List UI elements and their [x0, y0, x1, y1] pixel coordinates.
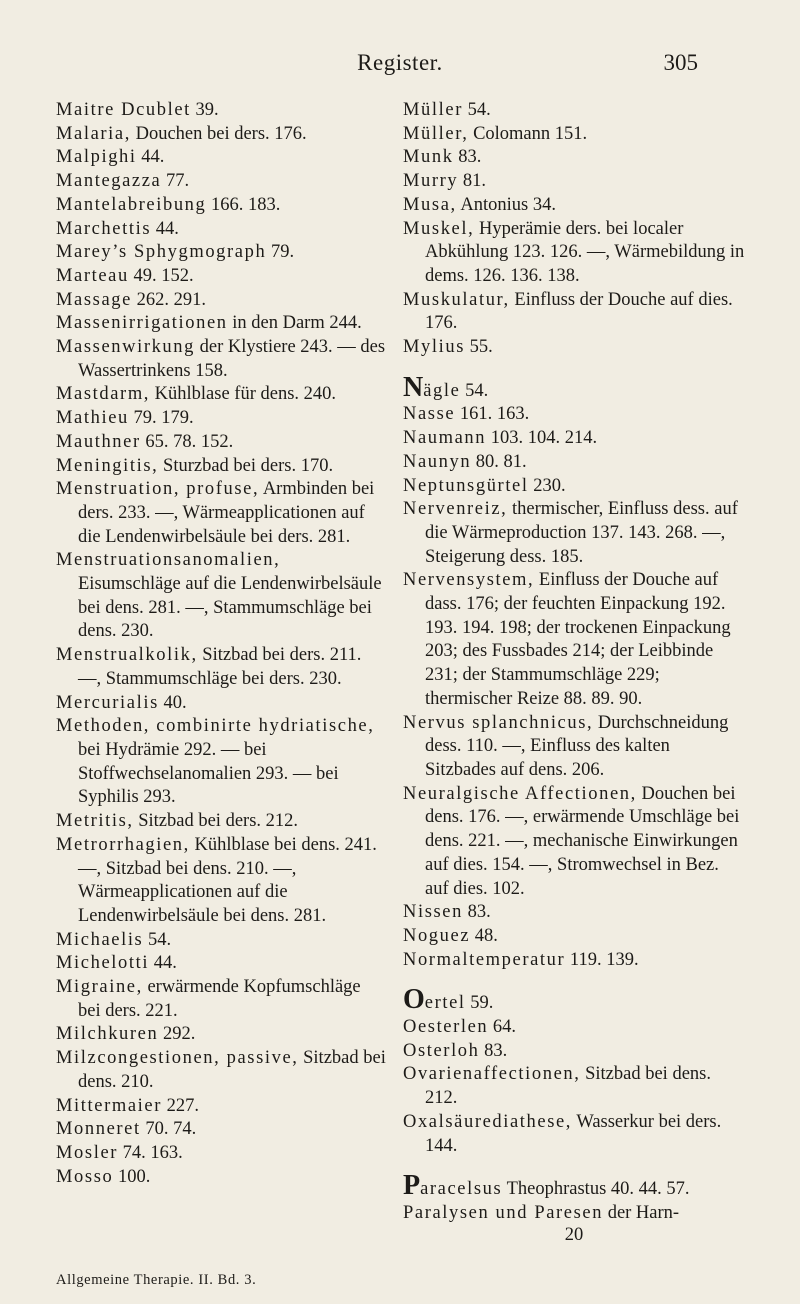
index-entry [403, 984, 745, 1016]
index-entry [56, 644, 386, 691]
entry-references: 166. 183. [206, 194, 281, 215]
entry-references: Douchen bei dens. 176. —, erwärmende Umschläge bei dens. 221. —, mechanische Einwirkungen auf dies. 154. —, Stromwechsel in Bez. auf dies. 102. [425, 783, 740, 899]
entry-keyword: Malaria, [56, 123, 131, 144]
signature-mark: 20 [564, 1224, 584, 1245]
entry-keyword: Malpighi [56, 147, 137, 168]
entry-keyword: Milzcongestionen, passive, [56, 1048, 299, 1069]
entry-keyword: Muskulatur, [403, 289, 510, 310]
index-entry [403, 194, 745, 218]
entry-references: Sitzbad bei dens. 210. [78, 1048, 386, 1092]
entry-references: Armbinden bei ders. 233. —, Wärmeapplicationen auf die Lendenwirbelsäule bei ders. 281. [78, 479, 375, 547]
entry-keyword: Michaelis [56, 929, 144, 950]
index-entry [56, 265, 386, 289]
section-initial: O [403, 984, 425, 1016]
entry-references: Sitzbad bei dens. 212. [425, 1064, 711, 1109]
index-entry [56, 407, 386, 431]
entry-references: 83. [479, 1040, 508, 1061]
index-entry [56, 241, 386, 265]
entry-references: 83. [462, 902, 491, 923]
index-entry [56, 312, 386, 336]
entry-keyword: Mathieu [56, 408, 129, 429]
index-entry [403, 1111, 745, 1158]
entry-references: Douchen bei ders. 176. [130, 123, 307, 144]
index-entry [403, 712, 745, 783]
entry-keyword: Marteau [56, 265, 129, 286]
entry-references: in den Darm 244. [227, 313, 362, 334]
entry-references: 227. [161, 1095, 199, 1116]
index-entry [403, 336, 745, 360]
entry-references: 79. 179. [128, 408, 194, 429]
entry-references: Hyperämie ders. bei localer Abkühlung 123. 126. —, Wärmebildung in dems. 126. 136. 138. [425, 218, 745, 286]
entry-keyword: Metritis, [56, 811, 134, 832]
index-entry [403, 1202, 745, 1226]
entry-keyword: Mauthner [56, 431, 141, 452]
entry-keyword: Meningitis, [56, 455, 159, 476]
index-entry [56, 99, 386, 123]
entry-keyword: Menstruation, profuse, [56, 479, 260, 500]
entry-keyword: Ovarienaffectionen, [403, 1064, 581, 1085]
entry-references: 54. [143, 929, 172, 950]
entry-keyword: Nervus splanchnicus, [403, 712, 594, 733]
index-entry [403, 498, 745, 569]
index-entry [56, 218, 386, 242]
index-entry [56, 692, 386, 716]
index-entry [403, 1063, 745, 1110]
entry-keyword: Metrorrhagien, [56, 834, 190, 855]
entry-references: Einfluss der Douche auf dass. 176; der feuchten Einpackung 192. 193. 194. 198; der trockenen Einpackung 203; des Fussbades 214; der Leibbinde 231; der Stammumschläge 229; thermischer Reize 88. 89. 90. [425, 570, 731, 709]
entry-keyword: ägle [423, 380, 461, 401]
entry-keyword: Oesterlen [403, 1017, 489, 1038]
entry-keyword: Michelotti [56, 953, 150, 974]
entry-references: 65. 78. 152. [140, 431, 234, 452]
entry-keyword: Neuralgische Affectionen, [403, 783, 637, 804]
index-entry [56, 1166, 386, 1190]
section-initial: P [403, 1170, 421, 1202]
entry-keyword: Mastdarm, [56, 384, 151, 405]
entry-keyword: Osterloh [403, 1040, 480, 1061]
entry-references: 77. [161, 171, 190, 192]
index-column-right [403, 99, 745, 1247]
entry-keyword: Oxalsäurediathese, [403, 1111, 573, 1132]
index-entry [56, 194, 386, 218]
index-entry [403, 475, 745, 499]
entry-keyword: Massenwirkung [56, 337, 195, 358]
entry-keyword: Nissen [403, 902, 463, 923]
entry-references: 74. 163. [118, 1142, 183, 1163]
entry-keyword: Maitre Dcublet [56, 100, 191, 120]
index-entry [56, 383, 386, 407]
entry-references: 54. [460, 380, 489, 401]
index-entry [403, 170, 745, 194]
entry-keyword: Naunyn [403, 451, 472, 472]
entry-references: Durchschneidung dess. 110. —, Einfluss des kalten Sitzbades auf dens. 206. [425, 712, 729, 780]
index-entry [56, 336, 386, 383]
entry-keyword: Mantegazza [56, 171, 162, 192]
entry-keyword: Nasse [403, 404, 456, 425]
index-entry [56, 715, 386, 810]
entry-keyword: Mosler [56, 1142, 119, 1163]
entry-references: Kühlblase bei dens. 241. —, Sitzbad bei dens. 210. —, Wärmeapplicationen auf die Lendenwirbelsäule bei dens. 281. [78, 834, 377, 926]
entry-references: erwärmende Kopfumschläge bei ders. 221. [78, 977, 361, 1021]
index-entry [56, 1118, 386, 1142]
index-entry [56, 431, 386, 455]
entry-references: der Klystiere 243. — des Wassertrinkens 158. [78, 337, 386, 381]
page-number: 305 [663, 50, 698, 75]
index-entry [403, 99, 745, 123]
entry-keyword: Murry [403, 171, 459, 192]
entry-keyword: Mittermaier [56, 1095, 162, 1116]
entry-keyword: Mylius [403, 337, 466, 358]
entry-keyword: Musa, [403, 194, 457, 215]
index-entry [403, 146, 745, 170]
index-entry [403, 901, 745, 925]
entry-keyword: Monneret [56, 1119, 141, 1140]
entry-references: 100. [113, 1166, 151, 1187]
index-entry [403, 403, 745, 427]
entry-keyword: Nervensystem, [403, 570, 535, 591]
entry-keyword: Menstrualkolik, [56, 645, 198, 666]
entry-keyword: Munk [403, 147, 454, 168]
entry-keyword: Nervenreiz, [403, 499, 508, 520]
entry-keyword: Marey’s Sphygmograph [56, 242, 267, 263]
index-entry [403, 569, 745, 711]
entry-references: 79. [266, 242, 295, 263]
entry-references: 161. 163. [455, 404, 530, 425]
index-entry [403, 218, 745, 289]
index-entry [403, 451, 745, 475]
index-entry [403, 427, 745, 451]
index-entry [403, 1016, 745, 1040]
entry-references: Wasserkur bei ders. 144. [425, 1111, 722, 1156]
entry-keyword: Mantelabreibung [56, 194, 207, 215]
entry-references: 40. [158, 692, 187, 713]
index-entry [56, 478, 386, 549]
entry-references: 119. 139. [565, 949, 639, 970]
entry-keyword: Methoden, combinirte hydriatische, [56, 716, 375, 737]
index-entry [56, 952, 386, 976]
index-entry [56, 146, 386, 170]
entry-keyword: Migraine, [56, 977, 143, 998]
index-entry [403, 1040, 745, 1064]
entry-keyword: aracelsus [420, 1179, 503, 1200]
entry-references: Sitzbad bei ders. 212. [133, 811, 299, 832]
entry-keyword: Mosso [56, 1166, 114, 1187]
index-entry [403, 371, 745, 404]
index-entry [403, 289, 745, 336]
entry-references: 39. [190, 100, 219, 120]
index-entry [56, 1142, 386, 1166]
entry-keyword: Milchkuren [56, 1024, 159, 1045]
index-entry [56, 810, 386, 834]
index-entry [56, 929, 386, 953]
index-entry [403, 925, 745, 949]
entry-references: 59. [465, 993, 494, 1014]
entry-references: Eisumschläge auf die Lendenwirbelsäule bei dens. 281. —, Stammumschläge bei dens. 230. [78, 574, 382, 642]
section-initial: N [403, 371, 424, 403]
entry-references: 44. [151, 218, 179, 239]
entry-references: 83. [453, 147, 482, 168]
entry-references: 70. 74. [140, 1119, 197, 1140]
index-entry [56, 549, 386, 644]
entry-keyword: Massage [56, 289, 132, 310]
entry-references: bei Hydrämie 292. — bei Stoffwechselanomalien 293. — bei Syphilis 293. [78, 739, 339, 808]
footer-imprint: Allgemeine Therapie. II. Bd. 3. [56, 1272, 257, 1288]
entry-keyword: Normaltemperatur [403, 949, 566, 970]
index-entry [56, 976, 386, 1023]
entry-keyword: Noguez [403, 925, 471, 946]
index-entry [56, 1023, 386, 1047]
entry-keyword: ertel [424, 993, 466, 1014]
index-entry [56, 289, 386, 313]
index-entry [56, 834, 386, 929]
entry-references: 103. 104. 214. [486, 428, 598, 449]
entry-references: 262. 291. [131, 289, 206, 310]
entry-references: Colomann 151. [468, 123, 588, 144]
entry-references: Theophrastus 40. 44. 57. [502, 1179, 690, 1200]
entry-references: 230. [528, 475, 566, 496]
entry-keyword: Massenirrigationen [56, 313, 228, 334]
page-header [0, 50, 800, 84]
entry-keyword: Muskel, [403, 218, 475, 239]
entry-references: 54. [462, 100, 491, 120]
entry-keyword: Neptunsgürtel [403, 475, 529, 496]
index-entry [56, 170, 386, 194]
entry-references: Sitzbad bei ders. 211. —, Stammumschläge bei ders. 230. [78, 645, 362, 689]
entry-references: Sturzbad bei ders. 170. [158, 455, 334, 476]
entry-references: thermischer, Einfluss dess. auf die Wärmeproduction 137. 143. 268. —, Steigerung dess. 185. [425, 499, 738, 567]
index-entry [56, 123, 386, 147]
entry-references: 292. [158, 1024, 196, 1045]
entry-keyword: Menstruationsanomalien, [56, 550, 281, 571]
entry-keyword: Paralysen und Paresen [403, 1202, 604, 1223]
index-entry [403, 1170, 745, 1202]
entry-keyword: Müller, [403, 123, 469, 144]
entry-references: 44. [136, 147, 165, 168]
index-entry [403, 123, 745, 147]
index-entry [56, 455, 386, 479]
entry-references: 44. [149, 953, 177, 974]
entry-references: 55. [465, 337, 493, 358]
entry-references: der Harn- [603, 1202, 680, 1223]
entry-keyword: Marchettis [56, 218, 152, 239]
entry-keyword: Müller [403, 100, 463, 120]
index-entry [56, 1095, 386, 1119]
index-column-left [56, 99, 386, 1189]
entry-references: Antonius 34. [456, 194, 556, 215]
entry-references: 81. [458, 171, 487, 192]
entry-references: Kühlblase für dens. 240. [150, 384, 337, 405]
entry-references: 80. 81. [471, 451, 527, 472]
entry-keyword: Mercurialis [56, 692, 159, 713]
index-entry [56, 1047, 386, 1094]
entry-references: 64. [488, 1017, 517, 1038]
entry-references: Einfluss der Douche auf dies. 176. [425, 289, 733, 334]
entry-references: 48. [470, 925, 498, 946]
entry-keyword: Naumann [403, 428, 487, 449]
entry-references: 49. 152. [128, 265, 194, 286]
index-entry [403, 949, 745, 973]
running-title: Register. [357, 50, 443, 75]
index-entry [403, 783, 745, 902]
